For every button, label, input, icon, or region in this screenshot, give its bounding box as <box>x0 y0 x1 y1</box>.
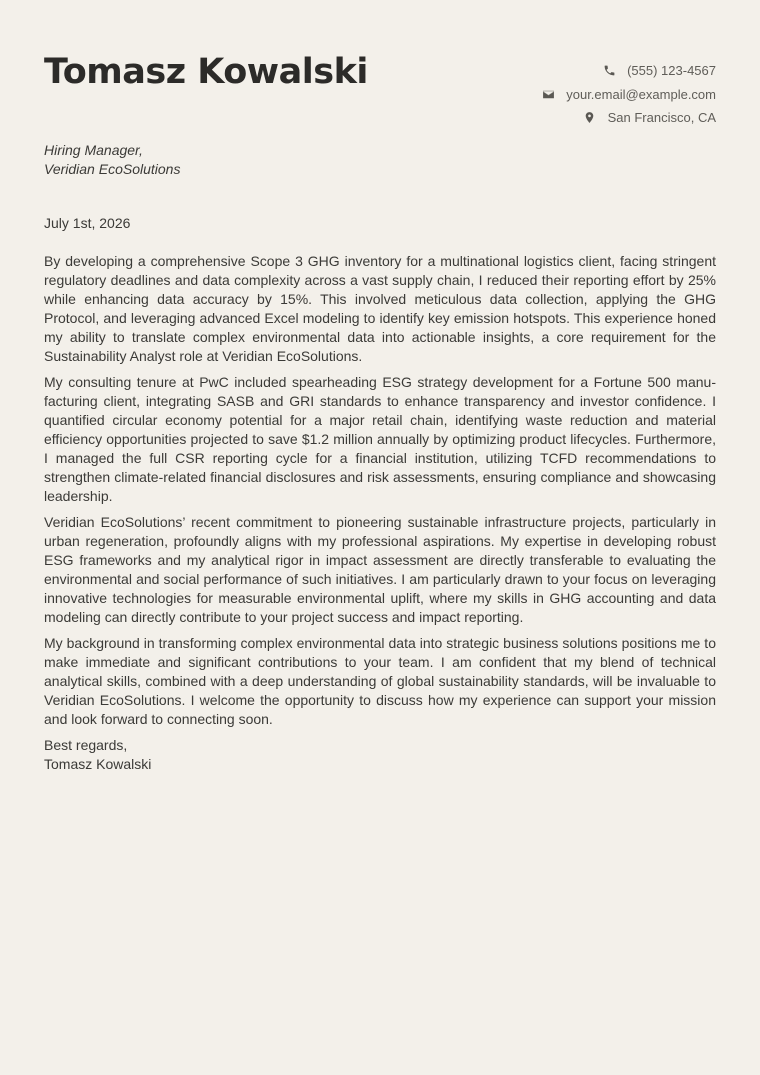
recipient-title: Hiring Manager, <box>44 142 143 158</box>
applicant-name: Tomasz Kowalski <box>44 52 368 92</box>
recipient-block <box>44 141 716 179</box>
closing-signature: Tomasz Kowalski <box>44 756 152 772</box>
contact-phone[interactable]: (555) 123-4567 <box>627 63 716 79</box>
recipient-company: Veridian EcoSolutions <box>44 161 181 177</box>
body-paragraph-1: By developing a comprehensive Scope 3 GHG inventory for a multinational logistics client, facing stringent regulatory deadlines and data complexity across a vast supply chain, I reduced their reporting effort by 25% while enhancing data accuracy by 15%. This involved meticulous data collection, applying the GHG Protocol, and leveraging advanced Excel modeling to identify key emission hotspots. This experience honed my ability to translate complex environmental data into actionable insights, a core requirement for the Sustainability Analyst role at Veridian EcoSolutions. <box>44 253 716 364</box>
phone-icon <box>601 63 617 79</box>
letter-body <box>44 252 716 729</box>
contact-location: San Francisco, CA <box>607 110 716 126</box>
letter-header <box>44 0 716 140</box>
contact-info <box>540 59 716 130</box>
body-paragraph-4: My background in transforming complex environmental data into strategic business solutions positions me to make immediate and significant contributions to your team. I am confident that my blend of technical analytical skills, combined with a deep understanding of global sustainability standards, will be invaluable to Veridian EcoSolutions. I welcome the opportunity to discuss how my experience can support your mission and look forward to connecting soon. <box>44 635 716 727</box>
envelope-icon <box>540 86 556 102</box>
body-paragraph-3: Veridian EcoSolutions’ recent commitment to pioneering sustainable infrastructure projects, particularly in urban regeneration, profoundly aligns with my professional aspirations. My expertise in developing robust ESG frameworks and my analytical rigor in impact assessment are directly transferable to evaluating the environmental and social performance of such initiatives. I am particularly drawn to your focus on leveraging innovative technologies for measurable environmental uplift, where my skills in GHG accounting and data modeling can directly contribute to your project success and impact reporting. <box>44 514 716 625</box>
contact-phone-row <box>540 59 716 83</box>
contact-email-row <box>540 83 716 107</box>
letter-closing <box>44 736 716 774</box>
letter-date: July 1st, 2026 <box>44 215 131 231</box>
contact-location-row <box>540 106 716 130</box>
map-pin-icon <box>582 110 598 126</box>
closing-salutation: Best regards, <box>44 737 128 753</box>
contact-email[interactable]: your.email@example.com <box>566 86 716 102</box>
body-paragraph-2: My consulting tenure at PwC included spearheading ESG strategy development for a Fortune 500 manufacturing client, integrating SASB and GRI standards to enhance transparency and investor confidence. I quantified circular economy potential for a major retail chain, identifying waste reduction and material efficiency opportunities projected to save $1.2 million annually by optimizing product lifecycles. Furthermore, I managed the full CSR reporting cycle for a financial institution, utilizing TCFD recommendations to strengthen climate-related financial disclosures and risk assessments, ensuring compliance and showcasing leadership. <box>44 374 716 504</box>
